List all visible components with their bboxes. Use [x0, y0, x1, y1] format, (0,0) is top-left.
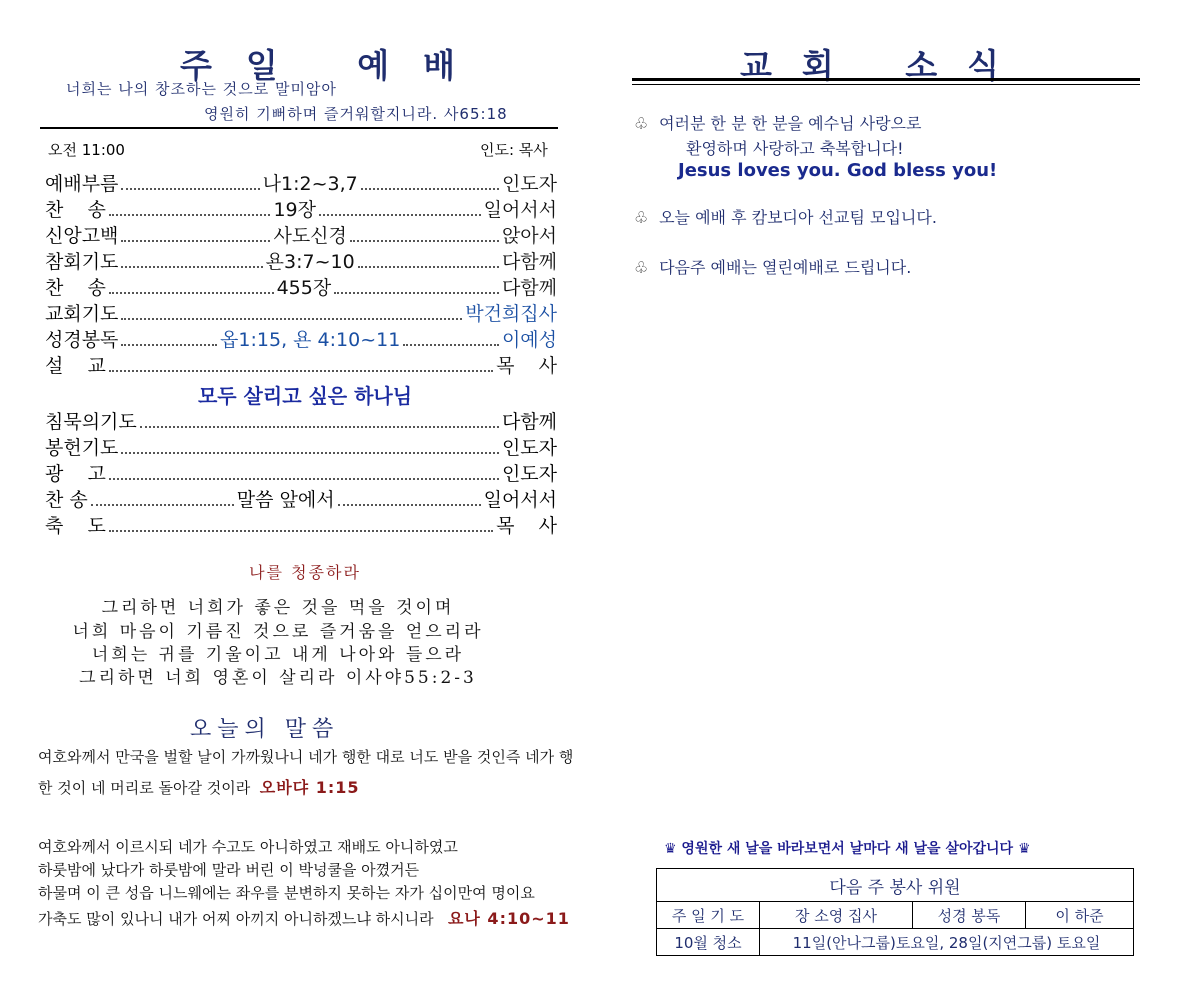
volunteer-table [656, 868, 1134, 956]
motto-banner: ♛ 영원한 새 날을 바라보면서 날마다 새 날을 살아갑니다 ♛ [664, 841, 1031, 857]
service-time: 오전 11:00 [48, 141, 125, 159]
word2-line: 하룻밤에 났다가 하룻밤에 말라 버린 이 박넝쿨을 아꼈거든 [38, 861, 420, 879]
leader-dots [121, 266, 262, 268]
word1-line2: 한 것이 네 머리로 돌아갈 것이라 오바댜 1:15 [38, 778, 360, 797]
leader-dots [334, 292, 499, 294]
worship-title: 주일 예배 [180, 46, 490, 85]
word1-reference: 오바댜 1:15 [259, 778, 360, 797]
order-row [45, 512, 557, 538]
order-role: 목 사 [496, 515, 557, 537]
leader-dots [121, 240, 270, 242]
verse-line: 너희 마음이 기름진 것으로 즐거움을 얻으리라 [72, 622, 484, 642]
verse-title: 나를 청종하라 [249, 563, 361, 582]
leader-dots [358, 266, 499, 268]
order-role: 이예성 [501, 329, 557, 351]
order-of-worship-2 [45, 408, 557, 538]
word2-reference: 요나 4:10~11 [447, 909, 570, 928]
table-cell: 장 소영 집사 [760, 902, 913, 929]
clover-icon: ♧ [634, 114, 649, 133]
leader-dots [91, 504, 234, 506]
order-role: 일어서서 [483, 199, 558, 221]
order-role: 인도자 [501, 463, 557, 485]
leader-dots [121, 318, 462, 320]
church-news-title: 교회 소식 [740, 46, 1030, 85]
order-label: 찬 송 [45, 489, 88, 511]
verse-line: 그리하면 너희 영혼이 살리라 이사야55:2-3 [79, 668, 477, 688]
order-detail: 욘3:7~10 [265, 251, 355, 273]
clover-icon: ♧ [634, 208, 649, 227]
order-detail: 말씀 앞에서 [236, 489, 335, 511]
order-row [45, 196, 557, 222]
order-role: 다함께 [501, 411, 557, 433]
order-row [45, 300, 557, 326]
order-role: 다함께 [501, 251, 558, 273]
order-of-worship [45, 170, 557, 378]
divider [40, 127, 558, 129]
order-row [45, 248, 557, 274]
leader-dots [361, 188, 499, 190]
order-label: 설 교 [45, 355, 106, 377]
word1-line1: 여호와께서 만국을 벌할 날이 가까웠나니 네가 행한 대로 너도 받을 것인즉 네가 행 [38, 748, 574, 766]
order-role: 박건희집사 [465, 303, 557, 325]
leader-dots [109, 530, 493, 532]
leader-dots [109, 478, 499, 480]
news-item-1: ♧ 여러분 한 분 한 분을 예수님 사랑으로 [634, 114, 922, 133]
verse-line: 그리하면 너희가 좋은 것을 먹을 것이며 [101, 598, 455, 618]
order-detail: 옵1:15, 욘 4:10~11 [220, 329, 401, 351]
table-cell: 성경 봉독 [913, 902, 1026, 929]
leader-dots [121, 188, 259, 190]
order-detail: 사도신경 [273, 225, 347, 247]
order-role: 인도자 [501, 437, 557, 459]
news-item-1-line2: 환영하며 사랑하고 축복합니다! [686, 139, 904, 158]
order-row [45, 274, 557, 300]
verse-line: 너희는 귀를 기울이고 내게 나아와 들으라 [91, 645, 465, 665]
word2-line: 하물며 이 큰 성읍 니느웨에는 좌우를 분변하지 못하는 자가 십이만여 명이요 [38, 884, 535, 902]
order-detail: 19장 [273, 199, 316, 221]
order-row [45, 486, 557, 512]
order-role: 목 사 [496, 355, 557, 377]
volunteer-table-heading: 다음 주 봉사 위원 [657, 869, 1134, 902]
order-row [45, 222, 557, 248]
order-role: 인도자 [501, 173, 557, 195]
service-leader: 인도: 목사 [480, 141, 548, 159]
news-item-3: ♧ 다음주 예배는 열린예배로 드립니다. [634, 258, 912, 277]
order-role: 일어서서 [483, 489, 558, 511]
order-detail: 455장 [276, 277, 332, 299]
leader-dots [109, 214, 271, 216]
leader-dots [121, 344, 217, 346]
leader-dots [319, 214, 481, 216]
order-row [45, 434, 557, 460]
divider-thick [632, 78, 1140, 81]
order-row [45, 352, 557, 378]
order-row [45, 326, 557, 352]
order-role: 다함께 [501, 277, 557, 299]
order-label: 찬 송 [45, 199, 106, 221]
order-label: 찬 송 [45, 277, 106, 299]
epigraph-line-1: 너희는 나의 창조하는 것으로 말미암아 [66, 80, 337, 98]
todays-word-title: 오늘의 말씀 [190, 717, 340, 742]
news-item-1-english: Jesus loves you. God bless you! [678, 160, 998, 181]
order-detail: 나1:2~3,7 [262, 173, 358, 195]
table-cell: 주 일 기 도 [657, 902, 760, 929]
divider-thin [632, 84, 1140, 85]
order-label: 성경봉독 [45, 329, 119, 351]
word2-line: 여호와께서 이르시되 네가 수고도 아니하였고 재배도 아니하였고 [38, 838, 458, 856]
sermon-title: 모두 살리고 싶은 하나님 [197, 384, 413, 408]
table-cell: 10월 청소 [657, 929, 760, 956]
table-cell: 이 하준 [1026, 902, 1134, 929]
leader-dots [109, 292, 274, 294]
order-label: 침묵의기도 [45, 411, 137, 433]
leader-dots [140, 426, 499, 428]
order-label: 신앙고백 [45, 225, 119, 247]
order-role: 앉아서 [501, 225, 557, 247]
order-label: 봉헌기도 [45, 437, 119, 459]
word2-line-last: 가축도 많이 있나니 내가 어찌 아끼지 아니하겠느냐 하시니라 요나 4:10~11 [38, 909, 570, 928]
order-label: 예배부름 [45, 173, 119, 195]
leader-dots [109, 370, 493, 372]
leader-dots [121, 452, 499, 454]
table-cell: 11일(안나그룹)토요일, 28일(지연그룹) 토요일 [760, 929, 1134, 956]
leader-dots [403, 344, 499, 346]
order-row [45, 170, 557, 196]
order-label: 축 도 [45, 515, 106, 537]
order-row [45, 408, 557, 434]
leader-dots [338, 504, 481, 506]
news-item-2: ♧ 오늘 예배 후 캄보디아 선교팀 모입니다. [634, 208, 937, 227]
leader-dots [350, 240, 499, 242]
order-label: 광 고 [45, 463, 106, 485]
order-label: 교회기도 [45, 303, 119, 325]
order-label: 참회기도 [45, 251, 119, 273]
order-row [45, 460, 557, 486]
clover-icon: ♧ [634, 258, 649, 277]
epigraph-line-2: 영원히 기뻐하며 즐거워할지니라. 사65:18 [204, 105, 508, 123]
